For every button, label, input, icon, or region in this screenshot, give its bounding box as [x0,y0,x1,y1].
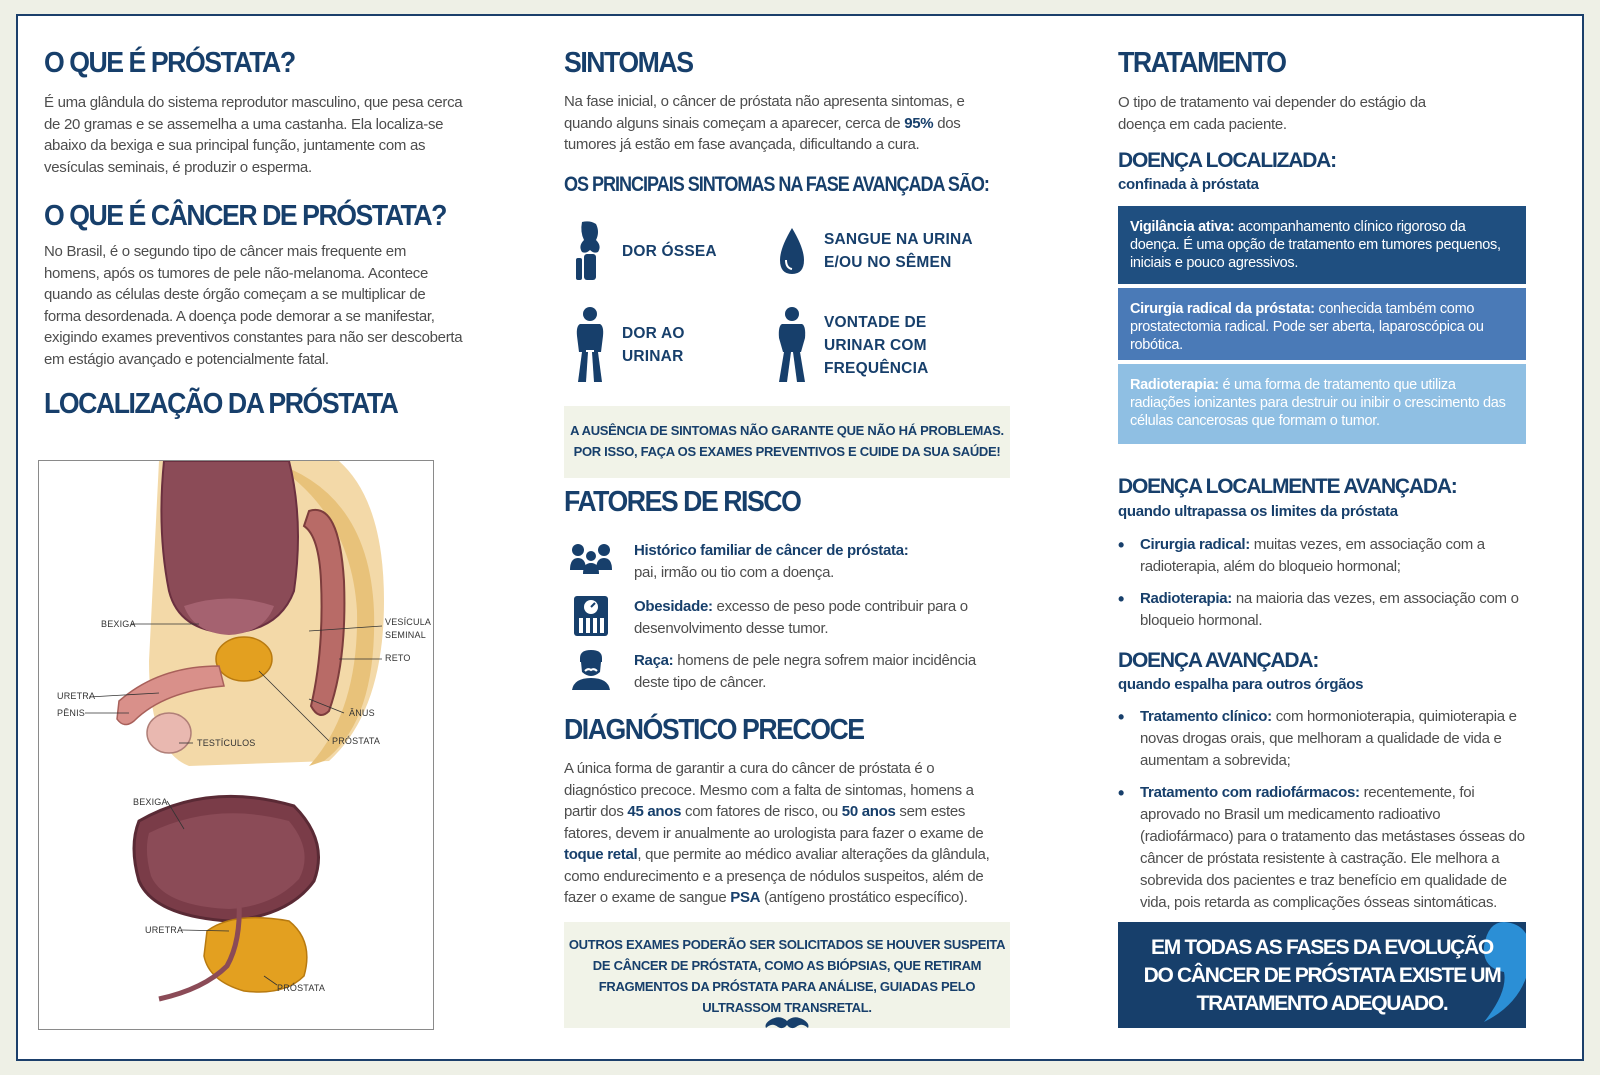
risk-familiar-text [634,540,908,584]
sub-localmente-avancada: quando ultrapassa os limites da próstata [1118,503,1398,520]
list-item [1118,588,1526,632]
symptom-dor-urinar [572,306,685,384]
diag-g: , que permite ao médico avaliar alterações da glândula, como endurecimento e a presença de nódulos suspeitos, além de fazer o exame de sangue [564,846,990,906]
label-dor-urinar-2: URINAR [622,348,684,365]
risk-familiar [568,540,908,584]
label-seminal: SEMINAL [385,630,426,640]
list-item [1118,706,1536,772]
diag-i: (antígeno prostático específico). [760,889,968,906]
box-vigilancia-bold: Vigilância ativa: [1130,219,1235,235]
label-prostata: PRÓSTATA [332,736,381,746]
leaflet-frame [16,14,1584,1061]
list-localmente-avancada [1118,534,1526,642]
heading-tratamento: TRATAMENTO [1118,47,1286,79]
heading-doenca-avancada: DOENÇA AVANÇADA: [1118,649,1319,672]
paragraph-diagnostico [564,758,994,909]
label-anus: ÂNUS [349,708,375,718]
final-banner [1118,922,1526,1028]
final-line1: EM TODAS AS FASES DA EVOLUÇÃO [1151,936,1493,959]
box-radioterapia-text: é uma forma de tratamento que utiliza radiações ionizantes para destruir ou inibir o crescimento das células cancerosas que formam o tumor. [1130,377,1506,429]
text-sintomas-a: Na fase inicial, o câncer de próstata não apresenta sintomas, e quando alguns sinais começam a aparecer, cerca de [564,93,965,132]
risk-obesidade [568,596,1014,640]
symptom-vontade-urinar [774,306,928,384]
label-bexiga-2: BEXIGA [133,797,168,807]
label-sangue [824,228,973,274]
label-vontade-1: VONTADE DE [824,313,927,331]
diag-e: sem estes fatores, devem ir anualmente ao urologista para fazer o exame de [564,803,984,842]
risk-raca-text [634,650,1014,694]
paragraph-cancer-prostata: No Brasil, é o segundo tipo de câncer mais frequente em homens, após os tumores de pele não-melanoma. Acontece quando as células deste órgão começam a se multiplicar de forma desordenada. A doença pode demorar a se manifestar, exigindo exames preventivos constantes para não ser descoberta em estágio avançado e potencialmente fatal. [44,243,463,368]
diag-a: A única forma de garantir a cura do câncer de próstata é o diagnóstico precoce. Mesmo com a falta de sintomas, homens a partir dos [564,760,974,820]
heading-que-e-prostata: O QUE É PRÓSTATA? [44,47,295,79]
text-95-percent: 95% [904,114,934,132]
risk-familiar-desc: pai, irmão ou tio com a doença. [634,564,834,581]
risk-familiar-bold: Histórico familiar de câncer de próstata: [634,542,909,559]
symptom-dor-ossea [572,220,717,282]
li4-bold: Tratamento com radiofármacos: [1140,784,1360,801]
label-prostata-2: PRÓSTATA [277,983,326,993]
text-sintomas-c: dos tumores já estão em fase avançada, dificultando a cura. [564,114,961,153]
anatomy-illustration [38,460,434,1030]
bone-icon [572,220,608,282]
label-sangue-2: E/OU NO SÊMEN [824,254,952,271]
person-pain-icon [572,306,608,384]
box-vigilancia [1118,206,1526,284]
label-testiculos: TESTÍCULOS [197,738,256,748]
heading-fatores-risco: FATORES DE RISCO [564,486,801,518]
box-radioterapia-bold: Radioterapia: [1130,377,1219,393]
note1-line2: POR ISSO, FAÇA OS EXAMES PREVENTIVOS E CUIDE DA SUA SAÚDE! [573,444,1001,459]
paragraph-que-e-prostata: É uma glândula do sistema reprodutor masculino, que pesa cerca de 20 gramas e se assemelha a uma castanha. Ela localiza-se abaixo da bexiga e sua principal função, juntamente com as vesículas seminais, é produzir o esperma. [44,94,463,176]
li2-text: na maioria das vezes, em associação com o bloqueio hormonal. [1140,590,1519,629]
list-item [1118,782,1536,914]
note2-line4: ULTRASSOM TRANSRETAL. [702,1000,872,1015]
man-mustache-icon [568,650,614,690]
box-cirurgia-text: conhecida também como prostatectomia radical. Pode ser aberta, laparoscópica ou robótica. [1130,301,1484,353]
note2-line1: OUTROS EXAMES PODERÃO SER SOLICITADOS SE HOUVER SUSPEITA [568,937,1006,952]
note-outros-exames [564,922,1010,1028]
sub-doenca-localizada: confinada à próstata [1118,176,1259,193]
li4-text: recentemente, foi aprovado no Brasil um medicamento radioativo (radiofármaco) para o tratamento das metástases ósseas do câncer de próstata resistente à castração. Ele melhora a sobrevida dos pacientes e traz benefício em qualidade de vida, pois retarda as complicações ósseas sintomáticas. [1140,784,1525,911]
label-uretra: URETRA [57,691,96,701]
person-urge-icon [774,306,810,384]
symptom-sangue [774,220,973,282]
diag-45-anos: 45 anos [627,803,682,820]
note1-line1: A AUSÊNCIA DE SINTOMAS NÃO GARANTE QUE NÃO HÁ PROBLEMAS. [570,423,1004,438]
li3-text: com hormonioterapia, quimioterapia e novas drogas orais, que melhoram a qualidade de vida e aumentam a sobrevida; [1140,708,1517,769]
final-line3: TRATAMENTO ADEQUADO. [1196,992,1448,1015]
box-vigilancia-text: acompanhamento clínico rigoroso da doença. É uma opção de tratamento em tumores pequenos, iniciais e pouco agressivos. [1130,219,1501,271]
li1-text: muitas vezes, em associação com a radioterapia, além do bloqueio hormonal; [1140,536,1485,575]
risk-raca-desc: homens de pele negra sofrem maior incidência deste tipo de câncer. [634,652,976,691]
label-vontade-2: URINAR COM [824,336,927,354]
li3-bold: Tratamento clínico: [1140,708,1272,725]
label-reto: RETO [385,653,411,663]
label-uretra-2: URETRA [145,925,184,935]
box-radioterapia [1118,364,1526,444]
list-doenca-avancada [1118,706,1536,924]
label-dor-urinar [622,322,685,368]
label-vontade [824,311,928,380]
drop-icon [774,220,810,282]
box-cirurgia-bold: Cirurgia radical da próstata: [1130,301,1315,317]
li2-bold: Radioterapia: [1140,590,1232,607]
risk-obesidade-desc: excesso de peso pode contribuir para o desenvolvimento desse tumor. [634,598,968,637]
mustache-icon [764,1016,810,1032]
li1-bold: Cirurgia radical: [1140,536,1250,553]
label-vesicula: VESÍCULA [385,617,432,627]
risk-raca [568,650,1014,694]
label-sangue-1: SANGUE NA URINA [824,231,973,248]
diag-toque-retal: toque retal [564,846,638,863]
paragraph-sintomas [564,91,1014,156]
note-ausencia-sintomas [564,406,1010,478]
diag-c: com fatores de risco, ou [681,803,842,820]
label-dor-ossea: DOR ÓSSEA [622,242,717,260]
list-item [1118,534,1526,578]
risk-obesidade-bold: Obesidade: [634,598,713,615]
heading-diagnostico: DIAGNÓSTICO PRECOCE [564,714,864,746]
paragraph-tratamento: O tipo de tratamento vai depender do estágio da doença em cada paciente. [1118,94,1426,133]
family-icon [568,540,614,580]
heading-cancer-prostata: O QUE É CÂNCER DE PRÓSTATA? [44,200,446,232]
note2-line2: DE CÂNCER DE PRÓSTATA, COMO AS BIÓPSIAS, QUE RETIRAM [592,958,982,973]
diag-50-anos: 50 anos [841,803,896,820]
diag-psa: PSA [730,889,761,906]
label-vontade-3: FREQUÊNCIA [824,359,929,377]
heading-principais-sintomas: OS PRINCIPAIS SINTOMAS NA FASE AVANÇADA SÃO: [564,173,989,196]
risk-raca-bold: Raça: [634,652,674,669]
heading-localmente-avancada: DOENÇA LOCALMENTE AVANÇADA: [1118,475,1457,498]
heading-doenca-localizada: DOENÇA LOCALIZADA: [1118,149,1336,172]
heading-localizacao: LOCALIZAÇÃO DA PRÓSTATA [44,388,398,420]
label-bexiga: BEXIGA [101,619,136,629]
label-penis: PÊNIS [57,708,86,718]
sub-doenca-avancada: quando espalha para outros órgãos [1118,676,1364,693]
label-dor-urinar-1: DOR AO [622,325,685,342]
scale-icon [568,596,614,636]
box-cirurgia [1118,288,1526,360]
risk-obesidade-text [634,596,1014,640]
final-line2: DO CÂNCER DE PRÓSTATA EXISTE UM [1143,964,1501,987]
heading-sintomas: SINTOMAS [564,47,693,79]
note2-line3: FRAGMENTOS DA PRÓSTATA PARA ANÁLISE, GUIADAS PELO [598,979,976,994]
